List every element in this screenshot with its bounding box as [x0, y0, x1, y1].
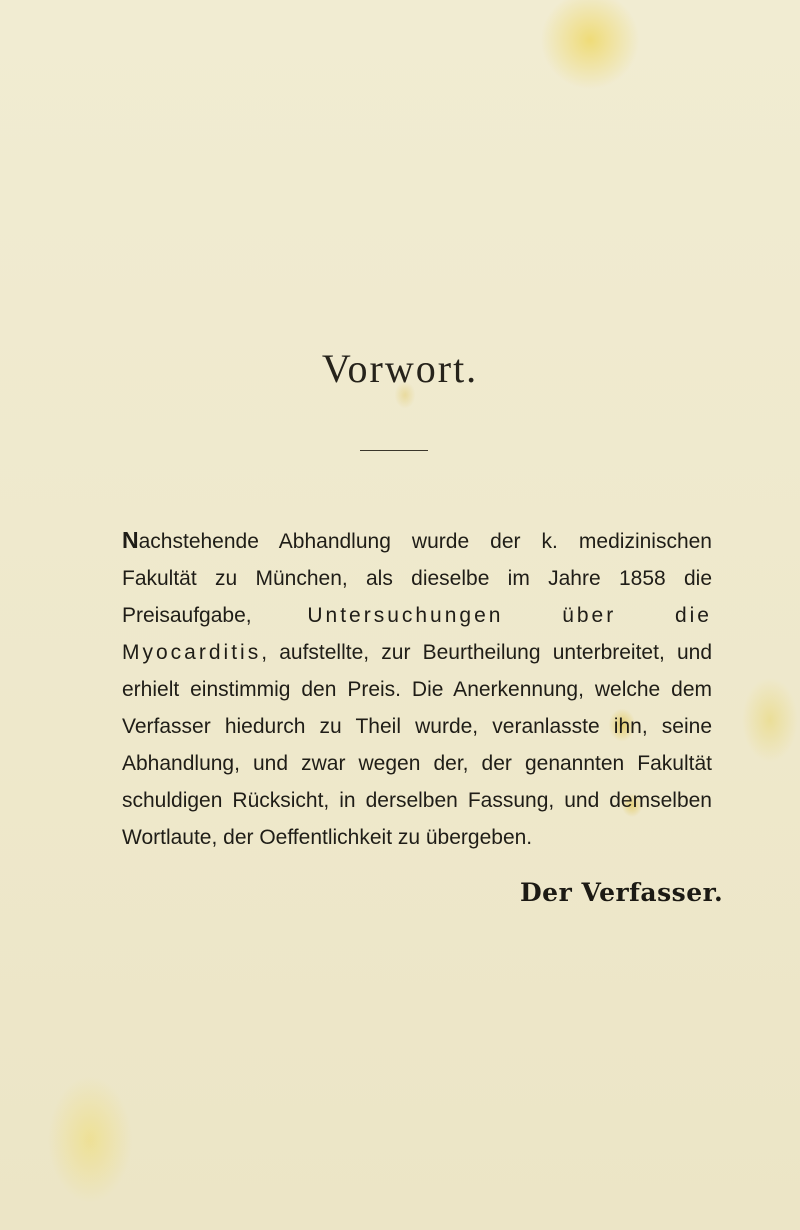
- page-title: Vorwort.: [321, 346, 479, 391]
- drop-capital: N: [122, 527, 139, 553]
- preface-paragraph: [122, 522, 712, 856]
- author-signature: Der Verfasser.: [520, 878, 724, 907]
- preface-body: [122, 522, 712, 856]
- paragraph-text-part-2: , aufstellte, zur Beurtheilung unterbreitet, und erhielt einstimmig den Preis. Die Anerkennung, welche dem Verfasser hiedurch zu Theil wurde, veranlasste ihn, seine Abhandlung, und zwar wegen der, der genannten Fakultät schuldigen Rücksicht, in derselben Fassung, und demselben Wortlaute, der Oeffentlichkeit zu übergeben.: [122, 641, 712, 849]
- title-divider: [360, 450, 428, 451]
- paragraph-text-part-1: achstehende Abhandlung wurde der k. medizinischen Fakultät zu München, als dieselbe im Jahre 1858 die Preisaufgabe,: [122, 530, 712, 627]
- spaced-emphasis-text: Untersuchungen über die Myocarditis: [122, 604, 712, 664]
